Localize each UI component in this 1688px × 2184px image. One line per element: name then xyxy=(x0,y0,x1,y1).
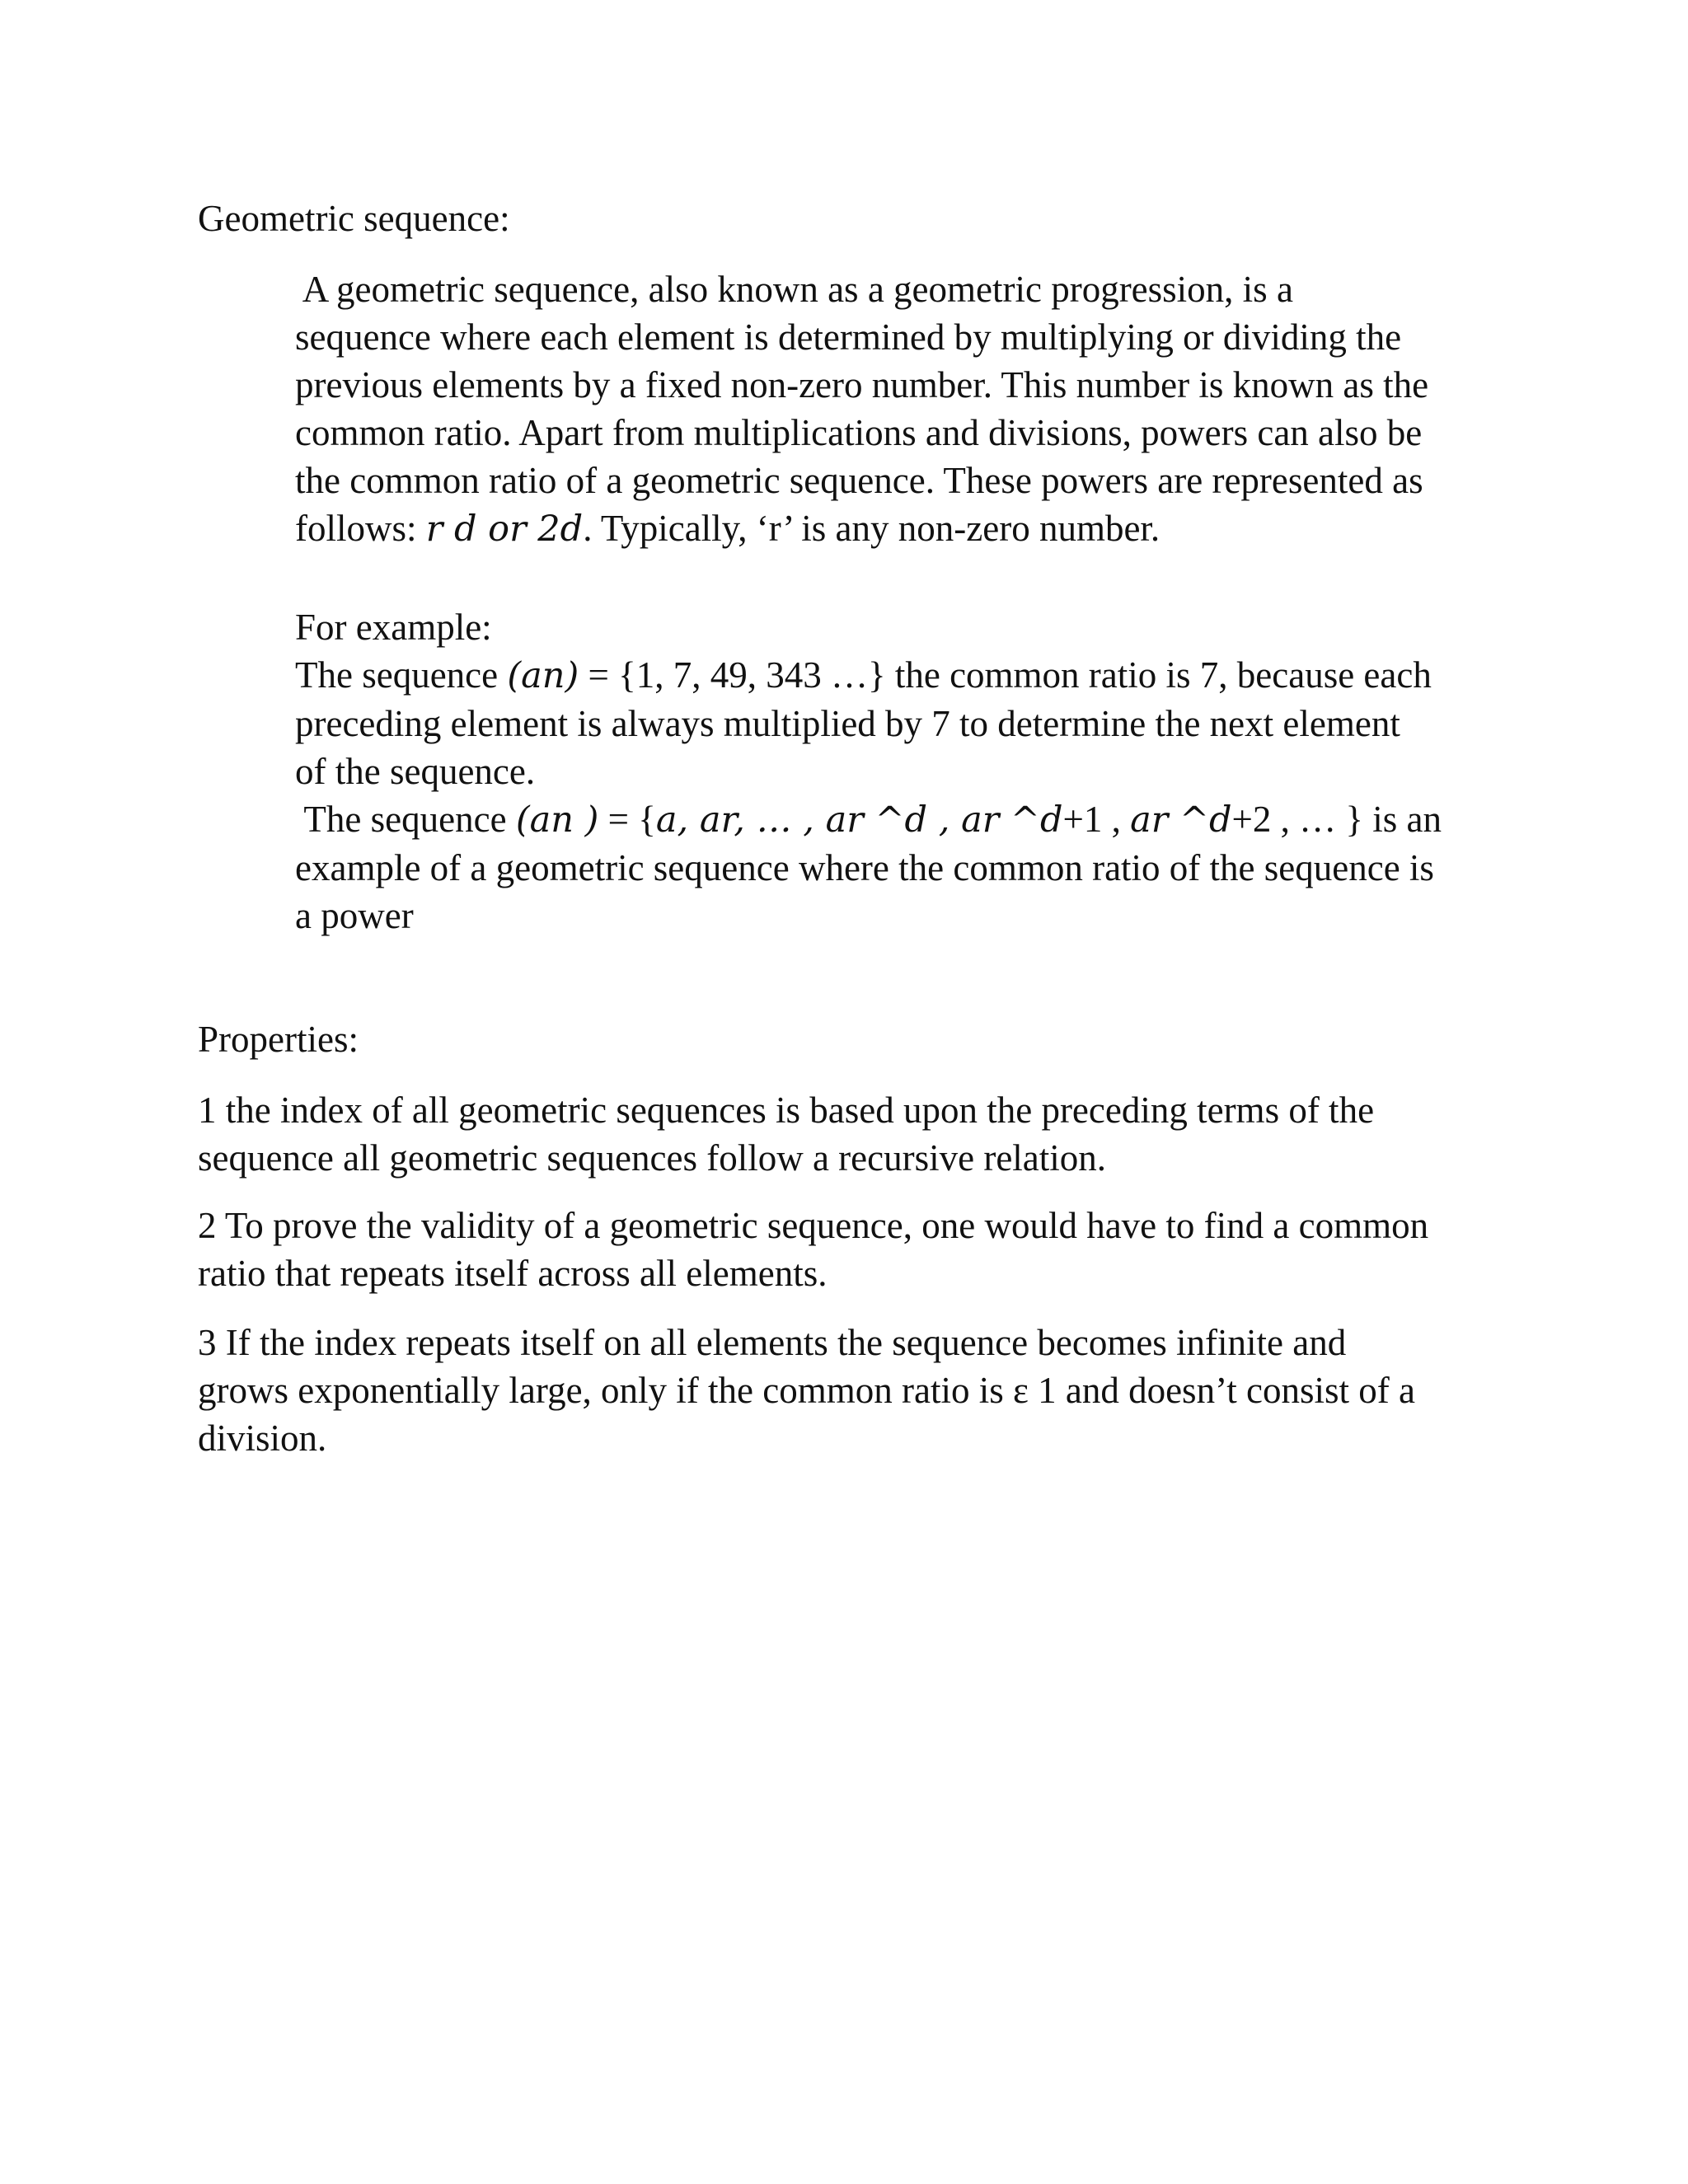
property-item-2 xyxy=(198,1202,1428,1297)
example1-first-line xyxy=(295,651,1442,700)
section-heading-properties: Properties: xyxy=(198,1019,359,1060)
powers-line-text: follows: xyxy=(295,508,426,549)
example2-math: ar ^d xyxy=(1130,799,1232,841)
example-label: For example: xyxy=(295,607,492,648)
powers-math: r d or 2d xyxy=(425,509,584,550)
example2-text: +1 , xyxy=(1062,799,1131,840)
property-line: 3 If the index repeats itself on all elements the sequence becomes infinite and xyxy=(198,1322,1347,1363)
example2-line: a power xyxy=(295,895,414,936)
example2-first-line xyxy=(295,795,1442,844)
property-line: division. xyxy=(198,1418,327,1459)
section-heading-geometric-sequence: Geometric sequence: xyxy=(198,198,510,239)
examples-block xyxy=(295,603,1442,940)
example2-text: The sequence xyxy=(295,799,516,840)
property-line: 1 the index of all geometric sequences is based upon the preceding terms of the xyxy=(198,1090,1375,1131)
example1-line: preceding element is always multiplied by 7 to determine the next element xyxy=(295,703,1400,744)
example2-line: example of a geometric sequence where the common ratio of the sequence is xyxy=(295,847,1434,888)
example2-text: = { xyxy=(598,799,656,840)
intro-line: previous elements by a fixed non-zero number. This number is known as the xyxy=(295,364,1429,405)
example1-text: = {1, 7, 49, 343 …} the common ratio is 7, because each xyxy=(579,654,1432,696)
example2-text: +2 , … } is an xyxy=(1231,799,1442,840)
intro-line: sequence where each element is determined by multiplying or dividing the xyxy=(295,316,1402,358)
example1-line: of the sequence. xyxy=(295,751,536,792)
property-line: 2 To prove the validity of a geometric sequence, one would have to find a common xyxy=(198,1205,1429,1246)
powers-line-text: . Typically, ‘r’ is any non-zero number. xyxy=(583,508,1160,549)
property-line: grows exponentially large, only if the common ratio is ε 1 and doesn’t consist of a xyxy=(198,1370,1415,1411)
property-item-3 xyxy=(198,1319,1415,1462)
intro-line: the common ratio of a geometric sequence. These powers are represented as xyxy=(295,460,1423,501)
example1-text: The sequence xyxy=(295,654,508,696)
example2-math: (an ) xyxy=(515,799,599,841)
property-item-1 xyxy=(198,1086,1374,1182)
intro-paragraph xyxy=(295,265,1428,553)
intro-line: common ratio. Apart from multiplications and divisions, powers can also be xyxy=(295,412,1423,453)
example1-math: (an) xyxy=(507,655,579,696)
property-line: ratio that repeats itself across all elements. xyxy=(198,1253,828,1294)
intro-line: A geometric sequence, also known as a geometric progression, is a xyxy=(295,269,1293,310)
example2-math: a, ar, … , ar ^d , ar ^d xyxy=(655,799,1063,841)
powers-line xyxy=(295,504,1428,553)
property-line: sequence all geometric sequences follow a recursive relation. xyxy=(198,1137,1107,1179)
